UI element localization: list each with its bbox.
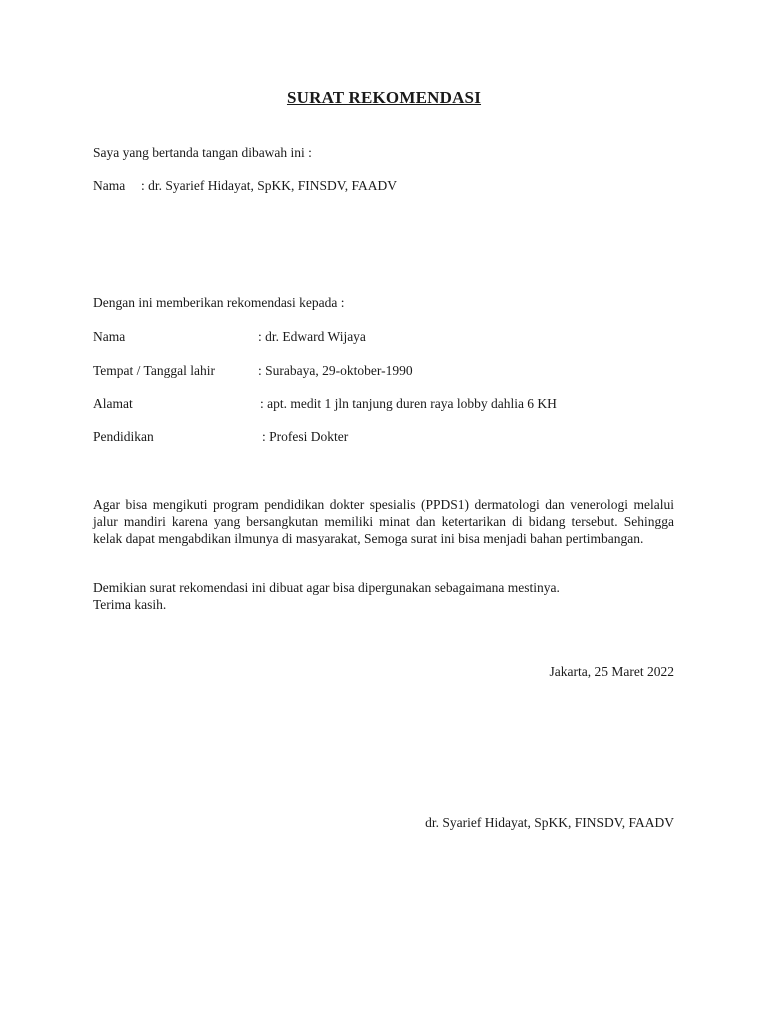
- field-label-pendidikan: Pendidikan: [93, 429, 154, 444]
- field-value-pendidikan: : Profesi Dokter: [262, 429, 349, 444]
- field-label-ttl: Tempat / Tanggal lahir: [93, 363, 215, 378]
- intro-text: Saya yang bertanda tangan dibawah ini :: [93, 145, 312, 160]
- field-value-alamat: : apt. medit 1 jln tanjung duren raya lobby dahlia 6 KH: [260, 396, 557, 411]
- place-date: Jakarta, 25 Maret 2022: [549, 664, 674, 679]
- signature-name: dr. Syarief Hidayat, SpKK, FINSDV, FAADV: [425, 815, 674, 830]
- signer-name-label: Nama: [93, 178, 126, 193]
- letter-title: SURAT REKOMENDASI: [286, 88, 482, 107]
- closing-text: Demikian surat rekomendasi ini dibuat agar bisa dipergunakan sebagaimana mestinya.: [93, 580, 560, 595]
- field-value-nama: : dr. Edward Wijaya: [258, 329, 366, 344]
- field-value-ttl: : Surabaya, 29-oktober-1990: [258, 363, 413, 378]
- thanks-text: Terima kasih.: [93, 597, 167, 612]
- signer-name-value: : dr. Syarief Hidayat, SpKK, FINSDV, FAADV: [141, 178, 397, 193]
- field-label-alamat: Alamat: [93, 396, 133, 411]
- field-label-nama: Nama: [93, 329, 126, 344]
- recommend-intro-text: Dengan ini memberikan rekomendasi kepada :: [93, 295, 345, 310]
- body-paragraph: Agar bisa mengikuti program pendidikan dokter spesialis (PPDS1) dermatologi dan venerologi melalui jalur mandiri karena yang bersangkutan memiliki minat dan ketertarikan di bidang tersebut. Sehingga kelak dapat mengabdikan ilmunya di masyarakat, Semoga surat ini bisa menjadi bahan pertimbangan.: [93, 497, 674, 546]
